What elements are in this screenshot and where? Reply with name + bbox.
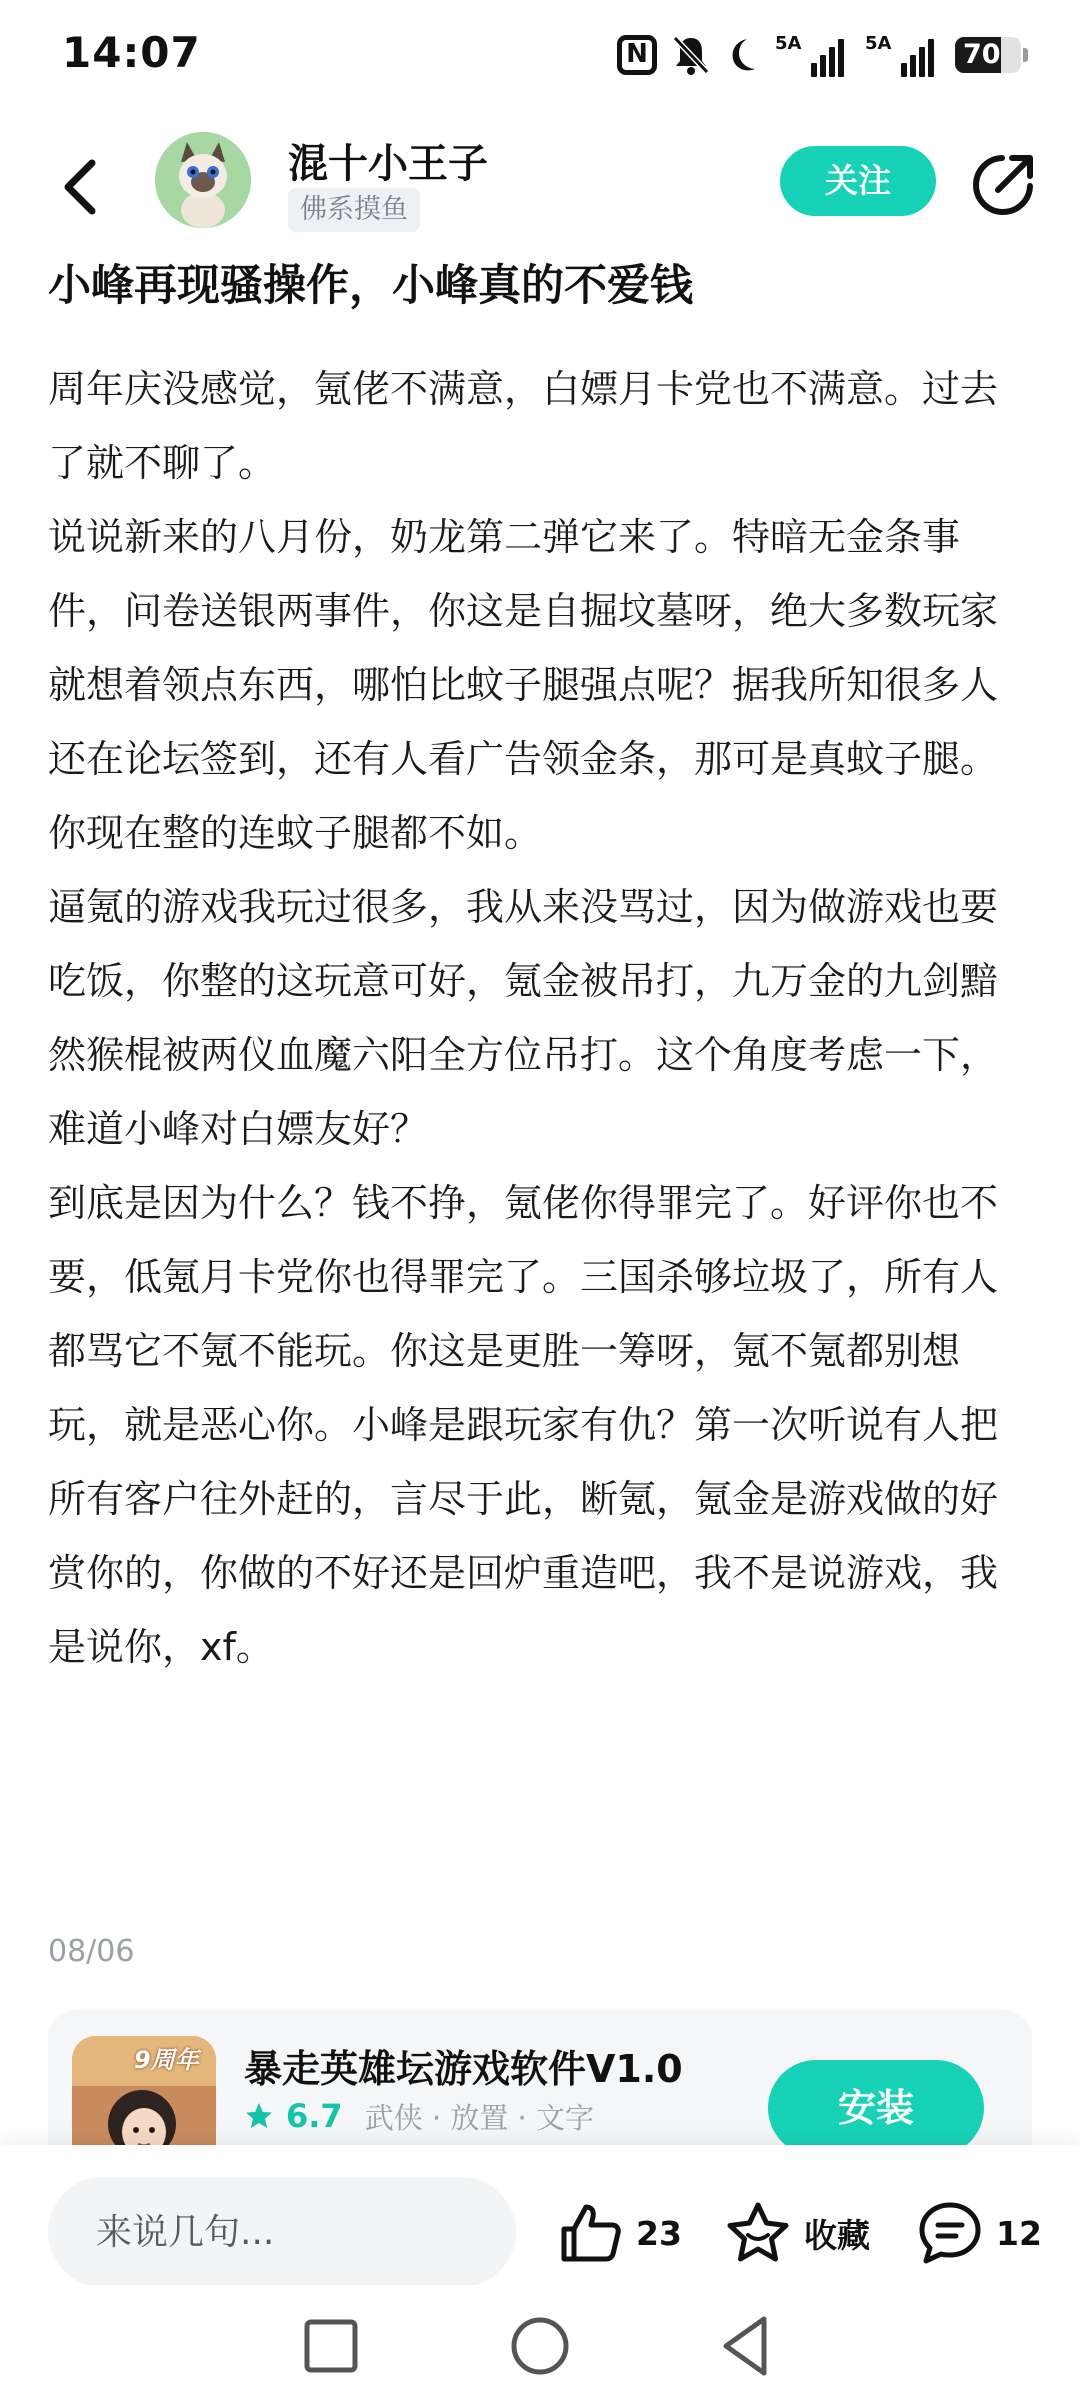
post-paragraph: 周年庆没感觉，氪佬不满意，白嫖月卡党也不满意。过去了就不聊了。 — [48, 367, 999, 485]
system-nav-bar — [0, 2285, 1080, 2403]
game-tags: 武侠 · 放置 · 文字 — [364, 2100, 594, 2135]
cat-avatar-image — [155, 132, 251, 228]
star-icon — [244, 2101, 274, 2131]
battery-icon: 70 — [955, 33, 1028, 77]
post-date: 08/06 — [48, 1934, 135, 1969]
post-header — [0, 122, 1080, 252]
comment-bubble-icon — [916, 2199, 984, 2267]
share-icon — [968, 150, 1038, 220]
game-icon-badge: 9周年 — [134, 2046, 199, 2074]
post-body — [48, 352, 998, 1684]
triangle-back-icon — [712, 2311, 782, 2381]
nfc-icon: N — [617, 33, 657, 77]
post-paragraph: 到底是因为什么？钱不挣，氪佬你得罪完了。好评你也不要，低氪月卡党你也得罪完了。三国杀够垃圾了，所有人都骂它不氪不能玩。你这是更胜一筹呀，氪不氪都别想玩，就是恶心你。小峰是跟玩家有仇？第一次听说有人把所有客户往外赶的，言尽于此，断氪，氪金是游戏做的好赏你的，你做的不好还是回炉重造吧，我不是说游戏，我是说你，xf。 — [48, 1181, 999, 1669]
star-outline-icon — [724, 2199, 792, 2267]
back-button[interactable] — [52, 152, 108, 222]
favorite-button[interactable] — [724, 2193, 870, 2273]
signal-icon: 5A — [775, 33, 851, 77]
comments-button[interactable] — [916, 2193, 1042, 2273]
game-icon[interactable] — [72, 2036, 216, 2160]
rating-value: 6.7 — [286, 2097, 343, 2135]
post-paragraph: 逼氪的游戏我玩过很多，我从来没骂过，因为做游戏也要吃饭，你整的这玩意可好，氪金被吊打，九万金的九剑黯然猴棍被两仪血魔六阳全方位吊打。这个角度考虑一下，难道小峰对白嫖友好？ — [48, 885, 999, 1151]
game-rating — [244, 2096, 594, 2136]
avatar[interactable] — [155, 132, 251, 228]
back-arrow-icon — [60, 157, 100, 217]
bottom-action-bar — [0, 2145, 1080, 2285]
share-button[interactable] — [968, 150, 1038, 220]
game-name[interactable]: 暴走英雄坛游戏软件V1.0 — [244, 2047, 683, 2091]
post-title: 小峰再现骚操作，小峰真的不爱钱 — [48, 261, 693, 311]
post-paragraph: 说说新来的八月份，奶龙第二弹它来了。特暗无金条事件，问卷送银两事件，你这是自掘坟墓呀，绝大多数玩家就想着领点东西，哪怕比蚊子腿强点呢？据我所知很多人还在论坛签到，还有人看广告领金条，那可是真蚊子腿。你现在整的连蚊子腿都不如。 — [48, 515, 999, 855]
home-button[interactable] — [505, 2311, 575, 2381]
circle-icon — [505, 2311, 575, 2381]
thumbs-up-icon — [556, 2199, 624, 2267]
install-button[interactable]: 安装 — [768, 2060, 984, 2156]
author-tag: 佛系摸鱼 — [288, 188, 420, 232]
like-count: 23 — [636, 2213, 682, 2253]
status-icons — [617, 30, 1028, 80]
square-icon — [296, 2311, 366, 2381]
recent-apps-button[interactable] — [296, 2311, 366, 2381]
status-bar — [0, 0, 1080, 110]
back-nav-button[interactable] — [712, 2311, 782, 2381]
follow-button[interactable]: 关注 — [780, 146, 936, 216]
moon-icon — [725, 33, 761, 77]
favorite-label: 收藏 — [804, 2215, 870, 2255]
comment-input[interactable] — [48, 2177, 516, 2287]
comment-count: 12 — [996, 2213, 1042, 2253]
author-name[interactable]: 混十小王子 — [288, 141, 488, 187]
signal-icon: 5A — [865, 33, 941, 77]
mute-icon — [671, 33, 711, 77]
like-button[interactable] — [556, 2193, 682, 2273]
game-card[interactable] — [48, 2010, 1032, 2160]
status-time: 14:07 — [62, 28, 201, 77]
